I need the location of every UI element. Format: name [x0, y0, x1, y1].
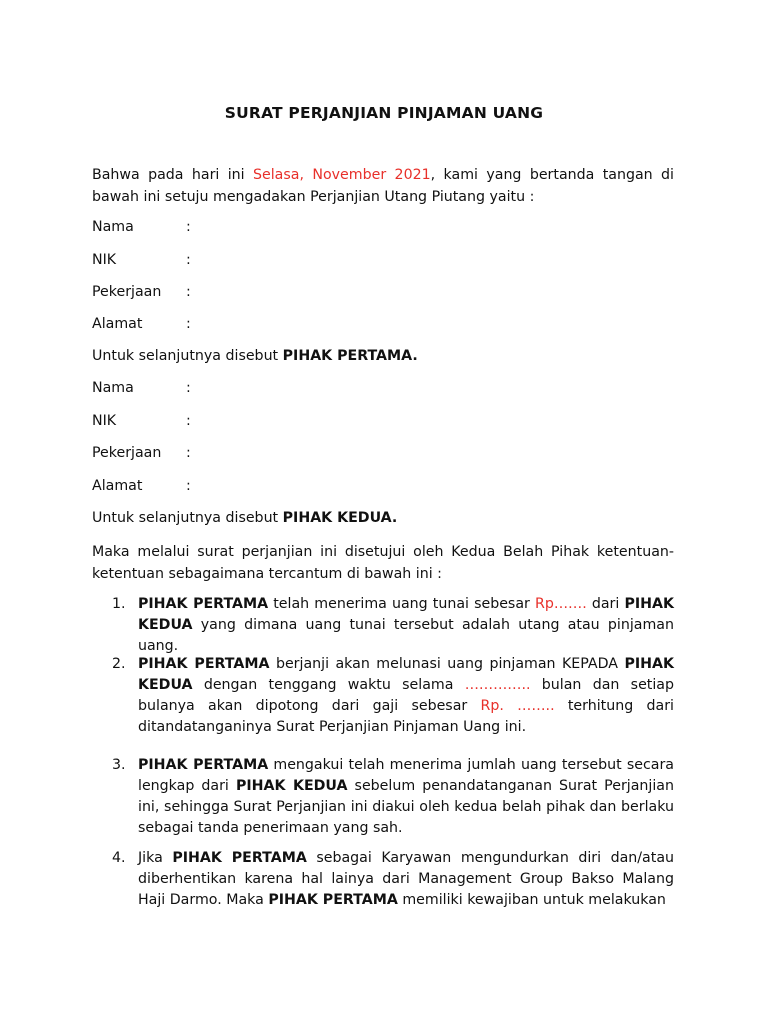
- party-name: PIHAK KEDUA: [235, 778, 348, 794]
- field-separator: :: [186, 380, 191, 396]
- text-run: telah menerima uang tunai sebesar: [268, 596, 535, 612]
- field-separator: :: [186, 413, 191, 429]
- party2-designation: PIHAK KEDUA.: [282, 510, 398, 526]
- text-run: sebelum penandatanganan Surat Perjanjian ini, sehingga Surat Perjanjian ini diakui oleh kedua belah pihak dan berlaku sebagai tanda penerimaan yang sah.: [138, 778, 674, 836]
- party1-closing: [92, 346, 418, 366]
- field-separator: :: [186, 252, 191, 268]
- intro-after: , kami yang bertanda tangan di bawah ini setuju mengadakan Perjanjian Utang Piutang yaitu :: [92, 167, 674, 205]
- party1-field-nama: [92, 217, 191, 237]
- party2-field-nik: [92, 411, 191, 431]
- closing-text: Untuk selanjutnya disebut: [92, 348, 283, 364]
- party-name: PIHAK PERTAMA: [138, 757, 269, 773]
- list-item: [112, 755, 674, 839]
- field-label: NIK: [92, 252, 117, 268]
- party-name: PIHAK PERTAMA: [138, 656, 270, 672]
- party1-field-pekerjaan: [92, 282, 191, 302]
- field-label: Nama: [92, 219, 134, 235]
- text-run: sebagai Karyawan mengundurkan diri dan/atau diberhentikan karena hal lainya dari Management Group Bakso Malang Haji Darmo. Maka: [138, 850, 675, 908]
- party1-field-alamat: [92, 314, 191, 334]
- party-name: PIHAK KEDUA: [138, 656, 675, 693]
- field-separator: :: [186, 445, 191, 461]
- field-label: Nama: [92, 380, 134, 396]
- field-label: Alamat: [92, 316, 143, 332]
- item-text: [138, 654, 674, 738]
- party2-field-pekerjaan: [92, 443, 191, 463]
- duration-placeholder: …………..: [464, 677, 531, 693]
- field-label: Pekerjaan: [92, 284, 162, 300]
- party-name: PIHAK KEDUA: [138, 596, 674, 633]
- list-item: [112, 594, 674, 657]
- amount-placeholder: Rp. ……..: [480, 698, 555, 714]
- preamble-paragraph: Maka melalui surat perjanjian ini disetujui oleh Kedua Belah Pihak ketentuan-ketentuan sebagaimana tercantum di bawah ini :: [92, 544, 674, 582]
- field-label: Pekerjaan: [92, 445, 162, 461]
- field-separator: :: [186, 284, 191, 300]
- list-item: [112, 848, 674, 911]
- item-number: 4.: [112, 850, 126, 866]
- text-run: Jika: [138, 850, 173, 866]
- item-text: [138, 848, 674, 911]
- item-text: [138, 594, 674, 657]
- party1-designation: PIHAK PERTAMA.: [282, 348, 418, 364]
- party-name: PIHAK PERTAMA: [138, 596, 269, 612]
- text-run: yang dimana uang tunai tersebut adalah utang atau pinjaman uang.: [138, 617, 674, 654]
- text-run: dari: [586, 596, 625, 612]
- text-run: dengan tenggang waktu selama: [192, 677, 465, 693]
- field-label: NIK: [92, 413, 117, 429]
- text-run: terhitung dari ditandatanganinya Surat Perjanjian Pinjaman Uang ini.: [138, 698, 674, 735]
- field-separator: :: [186, 219, 191, 235]
- item-number: 2.: [112, 656, 126, 672]
- field-separator: :: [186, 478, 191, 494]
- party-name: PIHAK PERTAMA: [172, 850, 307, 866]
- party1-field-nik: [92, 250, 191, 270]
- field-separator: :: [186, 316, 191, 332]
- intro-paragraph: [92, 164, 674, 208]
- item-number: 1.: [112, 596, 126, 612]
- amount-placeholder: Rp…….: [534, 596, 587, 612]
- closing-text: Untuk selanjutnya disebut: [92, 510, 283, 526]
- list-item: [112, 654, 674, 738]
- field-label: Alamat: [92, 478, 143, 494]
- text-run: memiliki kewajiban untuk melakukan: [397, 892, 666, 908]
- item-number: 3.: [112, 757, 126, 773]
- intro-date: Selasa, November 2021: [253, 167, 431, 183]
- party-name: PIHAK PERTAMA: [268, 892, 398, 908]
- text-run: bulan dan setiap bulanya akan dipotong dari gaji sebesar: [138, 677, 675, 714]
- text-run: berjanji akan melunasi uang pinjaman KEPADA: [269, 656, 625, 672]
- party2-field-nama: [92, 378, 191, 398]
- document-title: SURAT PERJANJIAN PINJAMAN UANG: [224, 104, 544, 122]
- text-run: mengakui telah menerima jumlah uang tersebut secara lengkap dari: [138, 757, 674, 794]
- party2-closing: [92, 508, 397, 528]
- intro-before: Bahwa pada hari ini: [92, 167, 253, 183]
- party2-field-alamat: [92, 476, 191, 496]
- item-text: [138, 755, 674, 839]
